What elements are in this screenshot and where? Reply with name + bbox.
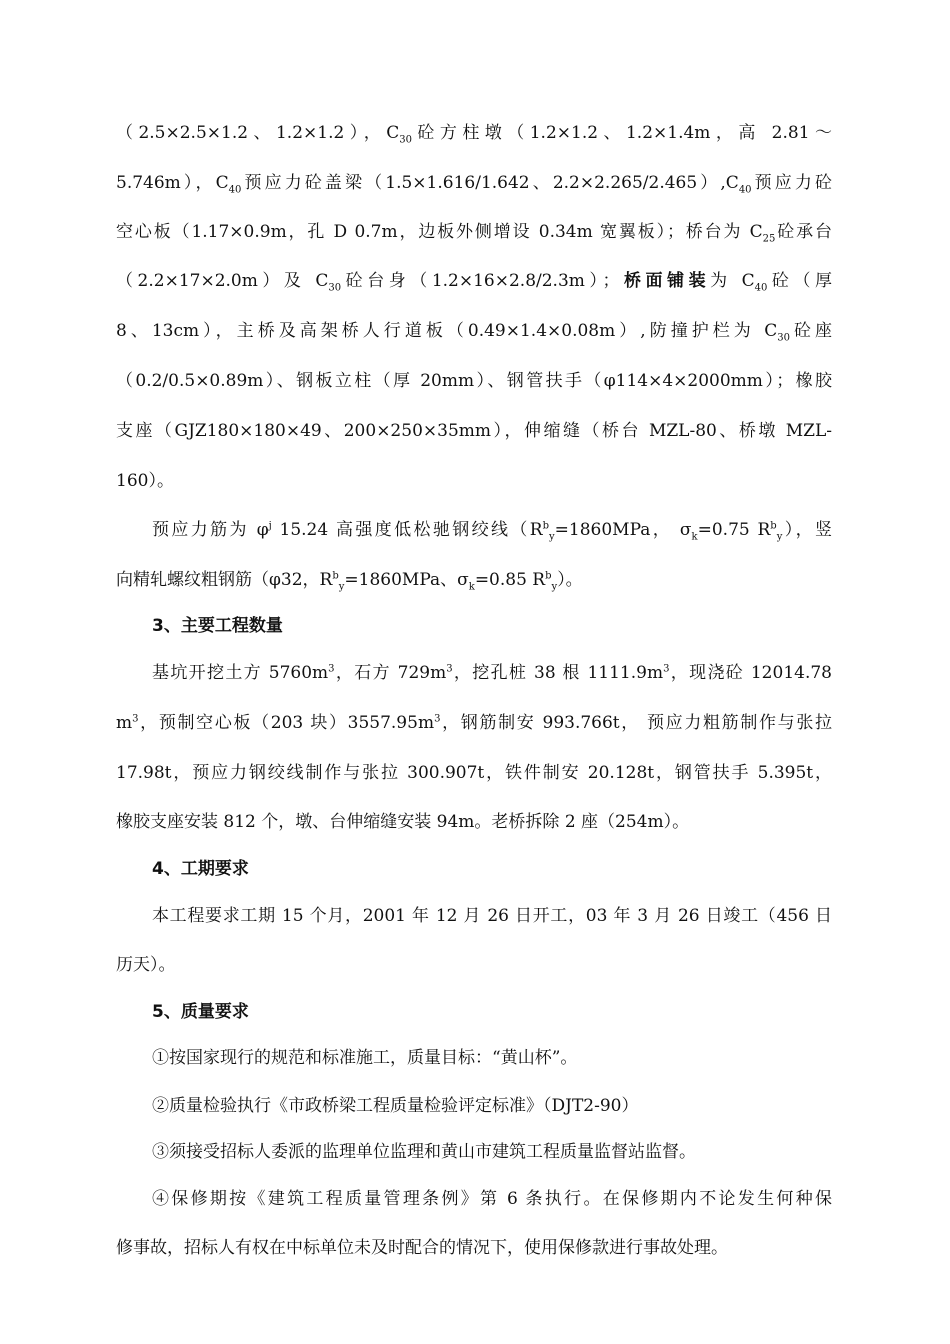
- spec-line-3: 空心板（1.17×0.9m，孔 D 0.7m，边板外侧增设 0.34m 宽翼板）；桥台为 $C_{25}$砼承台: [116, 222, 832, 245]
- prestress-line-2: 向精轧螺纹粗钢筋（φ32，$R^b_y=1860MPa$、$\sigma_k=0.85$ $R^b_y$）。: [116, 570, 583, 593]
- quantities-line-4: 橡胶支座安装 812 个，墩、台伸缩缝安装 94m。老桥拆除 2 座（254m）。: [116, 812, 690, 832]
- quality-item-4-line-2: 修事故，招标人有权在中标单位未及时配合的情况下，使用保修款进行事故处理。: [116, 1238, 728, 1258]
- quality-item-4-line-1: ④保修期按《建筑工程质量管理条例》第 6 条执行。在保修期内不论发生何种保: [152, 1189, 832, 1209]
- spec-line-8: 160）。: [116, 471, 174, 491]
- schedule-line-2: 历天）。: [116, 955, 176, 975]
- quantities-line-1: 基坑开挖土方 $5760m^3$，石方 $729m^3$，挖孔桩 38 根 $1111.9m^3$，现浇砼 12014.78: [152, 663, 832, 683]
- spec-line-5: 8、13cm），主桥及高架桥人行道板（0.49×1.4×0.08m）,防撞护栏为 $C_{30}$砼座: [116, 321, 832, 344]
- spec-line-4: （2.2×17×2.0m）及 $C_{30}$砼台身（1.2×16×2.8/2.3m）；桥面铺装为 $C_{40}$砼（厚: [116, 271, 832, 294]
- quantities-line-3: 17.98t，预应力钢绞线制作与张拉 300.907t，铁件制安 20.128t，钢管扶手 5.395t，: [116, 763, 832, 783]
- spec-line-7: 支座（GJZ180×180×49、200×250×35mm），伸缩缝（桥台 MZL-80、桥墩 MZL-: [116, 421, 832, 441]
- section-5-heading: 5、质量要求: [152, 1002, 249, 1022]
- quantities-line-2: $m^3$，预制空心板（203 块）$3557.95m^3$，钢筋制安 993.766t， 预应力粗筋制作与张拉: [116, 713, 832, 733]
- section-3-heading: 3、主要工程数量: [152, 616, 283, 636]
- quality-item-3: ③须接受招标人委派的监理单位监理和黄山市建筑工程质量监督站监督。: [152, 1142, 696, 1162]
- section-4-heading: 4、工期要求: [152, 859, 249, 879]
- quality-item-2: ②质量检验执行《市政桥梁工程质量检验评定标准》（DJT2-90）: [152, 1096, 639, 1116]
- spec-line-6: （0.2/0.5×0.89m）、钢板立柱（厚 20mm）、钢管扶手（φ114×4×2000mm）；橡胶: [116, 371, 832, 391]
- schedule-line-1: 本工程要求工期 15 个月，2001 年 12 月 26 日开工，03 年 3 月 26 日竣工（456 日: [152, 906, 832, 926]
- quality-item-1: ①按国家现行的规范和标准施工，质量目标：“黄山杯”。: [152, 1048, 578, 1068]
- spec-line-2: 5.746m），$C_{40}$预应力砼盖梁（1.5×1.616/1.642、$2.2\times 2.265/2.465),C_{40}$预应力砼: [116, 173, 832, 196]
- spec-line-1: （2.5×2.5×1.2、1.2×1.2），$C_{30}$砼方柱墩（1.2×1.2、1.2×1.4m，高 2.81～: [116, 123, 832, 146]
- prestress-line-1: 预应力筋为 $\varphi^j$ 15.24 高强度低松驰钢绞线（$R^b_y=1860MPa$， $\sigma_k=0.75$ $R^b_y$），竖: [152, 520, 833, 543]
